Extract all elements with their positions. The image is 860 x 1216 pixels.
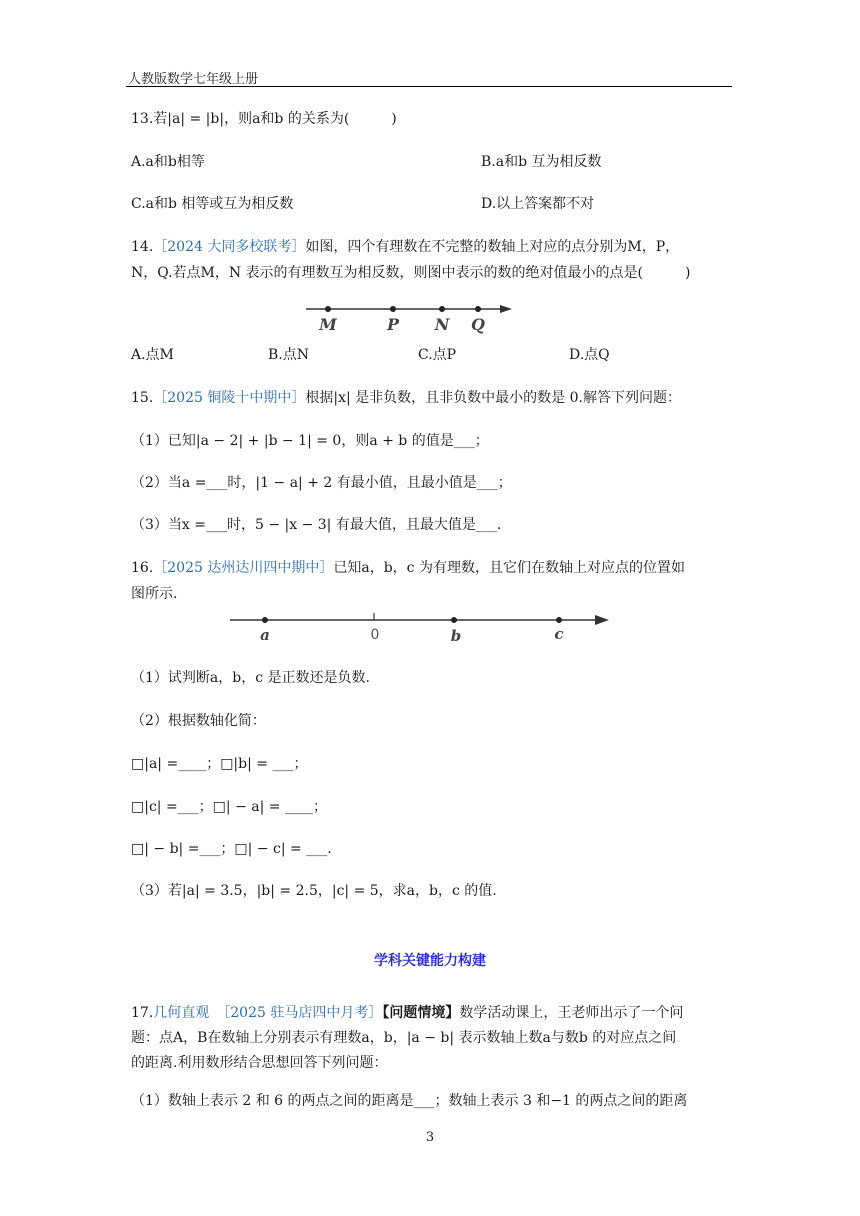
q15-source-tag: ［2025 铜陵十中期中］ bbox=[153, 390, 306, 406]
q16-point-c bbox=[556, 617, 562, 623]
q16-part-1: （1）试判断a，b，c 是正数还是负数. bbox=[131, 670, 370, 686]
q14-axis-arrow bbox=[500, 305, 512, 313]
q17-part-1: （1）数轴上表示 2 和 6 的两点之间的距离是___；数轴上表示 3 和−1 的两点之间的距离 bbox=[131, 1093, 688, 1109]
q13-stem: 13.若|a| = |b|，则a和b 的关系为( ) bbox=[131, 111, 397, 127]
q17-category: 几何直观 bbox=[153, 1005, 210, 1021]
q14-option-a: A.点M bbox=[131, 347, 174, 363]
q13-option-a: A.a和b相等 bbox=[131, 154, 205, 170]
q14-label-p: P bbox=[386, 315, 400, 334]
q17-bracket-label: 【问题情境】 bbox=[382, 1005, 460, 1021]
q16-part-3: （3）若|a| = 3.5，|b| = 2.5，|c| = 5，求a，b，c 的值. bbox=[131, 883, 497, 899]
q15-stem-text: 根据|x| 是非负数，且非负数中最小的数是 0.解答下列问题： bbox=[305, 390, 681, 406]
q16-simplify-row-3: □| − b| =___；□| − c| = ___. bbox=[131, 841, 332, 857]
q16-label-a: a bbox=[260, 626, 270, 644]
page-number: 3 bbox=[425, 1130, 435, 1145]
q16-part-2: （2）根据数轴化简： bbox=[131, 713, 266, 729]
q16-point-a bbox=[262, 617, 268, 623]
q14-point-q bbox=[475, 306, 481, 312]
q16-stem-line1 bbox=[131, 557, 685, 577]
q17-stem-line1 bbox=[131, 1002, 683, 1022]
q16-source-tag: ［2025 达州达川四中期中］ bbox=[153, 560, 334, 576]
q16-number: 16. bbox=[131, 560, 154, 576]
q13-option-c: C.a和b 相等或互为相反数 bbox=[131, 196, 294, 212]
q14-stem-line1 bbox=[131, 236, 679, 256]
q17-stem-text: 数学活动课上，王老师出示了一个问 bbox=[459, 1005, 684, 1021]
q13-option-b: B.a和b 互为相反数 bbox=[481, 154, 602, 170]
q14-option-d: D.点Q bbox=[569, 347, 610, 363]
q16-stem-text: 已知a，b，c 为有理数，且它们在数轴上对应点的位置如 bbox=[333, 560, 685, 576]
q14-source-tag: ［2024 大同多校联考］ bbox=[153, 239, 306, 255]
q14-label-m: M bbox=[319, 315, 337, 334]
q16-label-c: c bbox=[554, 625, 564, 643]
q14-point-m bbox=[325, 306, 331, 312]
q14-number: 14. bbox=[131, 239, 154, 255]
q17-number: 17. bbox=[131, 1005, 154, 1021]
q14-option-b: B.点N bbox=[268, 347, 309, 363]
q16-number-line bbox=[225, 606, 615, 646]
header-divider bbox=[126, 86, 732, 87]
q14-stem-text: 如图，四个有理数在不完整的数轴上对应的点分别为M，P， bbox=[305, 239, 680, 255]
q14-option-c: C.点P bbox=[418, 347, 457, 363]
q14-point-n bbox=[439, 306, 445, 312]
q17-source-tag: ［2025 驻马店四中月考］ bbox=[223, 1005, 383, 1021]
q15-part-2: （2）当a =___时，|1 − a| + 2 有最小值，且最小值是___； bbox=[131, 475, 512, 491]
q17-stem-line3: 的距离.利用数形结合思想回答下列问题： bbox=[131, 1055, 388, 1071]
q15-part-1: （1）已知|a − 2| + |b − 1| = 0，则a + b 的值是___； bbox=[131, 433, 489, 449]
q16-stem-line2: 图所示. bbox=[131, 586, 178, 602]
q14-stem-line2: N，Q.若点M，N 表示的有理数互为相反数，则图中表示的数的绝对值最小的点是( ) bbox=[131, 265, 691, 281]
q16-label-zero: 0 bbox=[370, 627, 380, 643]
q16-simplify-row-2: □|c| =___；□| − a| = ____； bbox=[131, 799, 327, 815]
q14-point-p bbox=[390, 306, 396, 312]
q15-number: 15. bbox=[131, 390, 154, 406]
q16-axis-arrow bbox=[595, 615, 609, 625]
q16-simplify-row-1: □|a| =____；□|b| = ___； bbox=[131, 756, 308, 772]
q17-stem-line2: 题：点A，B在数轴上分别表示有理数a，b，|a − b| 表示数轴上数a与数b 的对应点之间 bbox=[131, 1030, 677, 1046]
q16-point-b bbox=[451, 617, 457, 623]
q15-part-3: （3）当x =___时，5 − |x − 3| 有最大值，且最大值是___. bbox=[131, 517, 502, 533]
section-title: 学科关键能力构建 bbox=[374, 953, 486, 969]
q14-label-n: N bbox=[434, 315, 450, 334]
q13-option-d: D.以上答案都不对 bbox=[481, 196, 595, 212]
q16-label-b: b bbox=[450, 627, 462, 645]
q15-stem bbox=[131, 387, 681, 407]
page-header-title: 人教版数学七年级上册 bbox=[128, 72, 259, 87]
q14-number-line bbox=[300, 296, 520, 338]
q14-label-q: Q bbox=[471, 315, 485, 334]
